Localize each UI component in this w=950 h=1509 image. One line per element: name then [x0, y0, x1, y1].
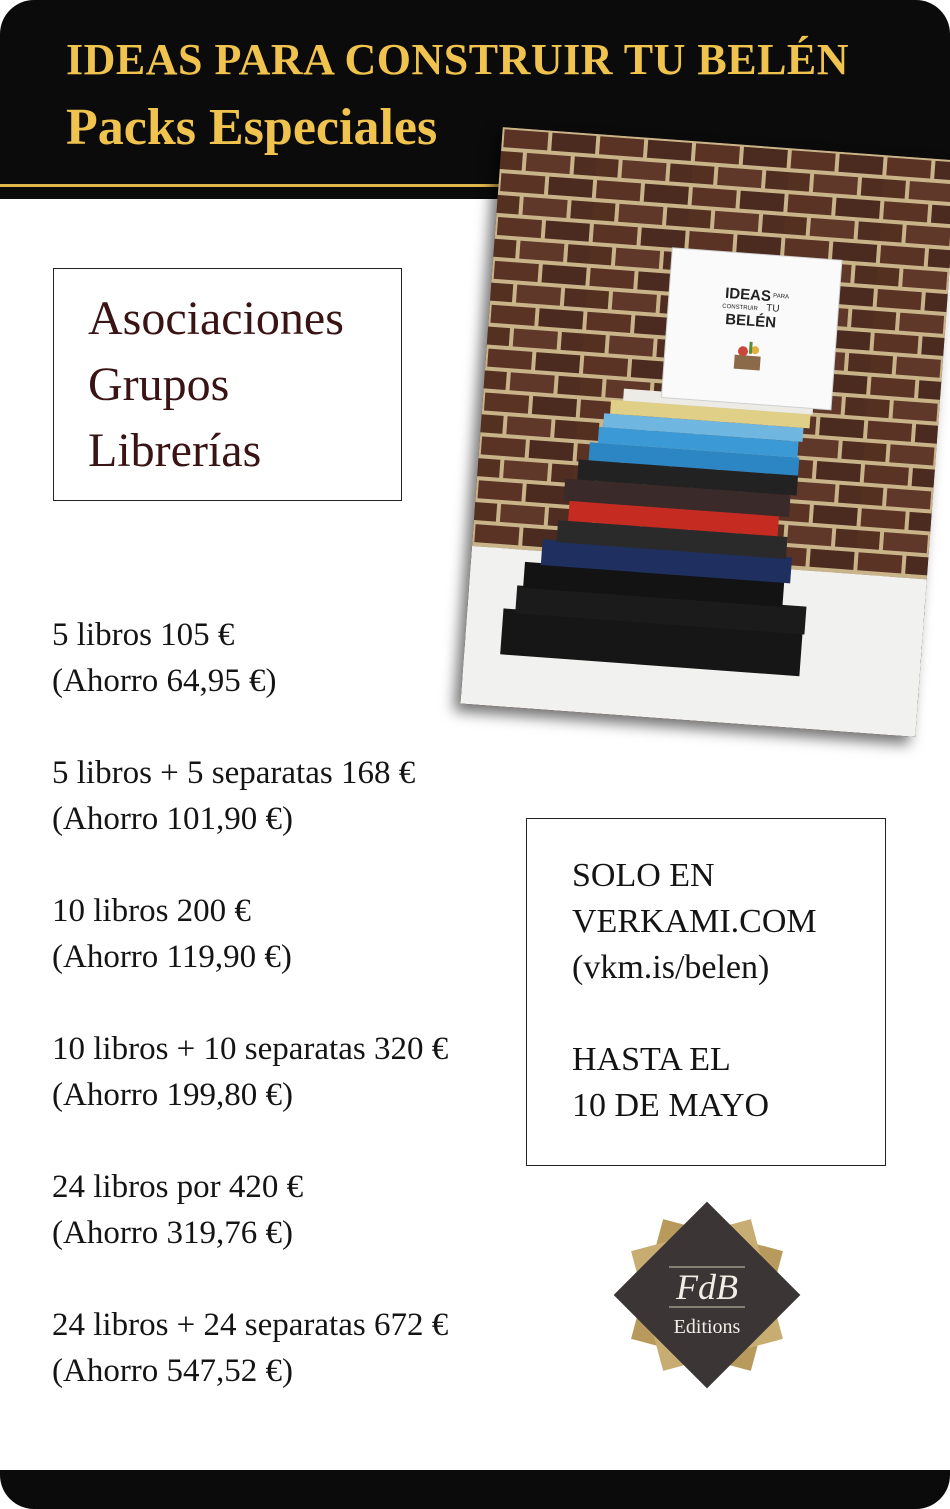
pack-offer: 5 libros + 5 separatas 168 € — [52, 755, 416, 791]
pack-item — [52, 1026, 522, 1164]
pack-savings: (Ahorro 64,95 €) — [52, 663, 277, 699]
cover-title-tu: TU — [765, 302, 780, 315]
pack-savings: (Ahorro 319,76 €) — [52, 1215, 294, 1251]
cover-title-ideas: IDEAS — [724, 284, 772, 306]
main-title: IDEAS PARA CONSTRUIR TU BELÉN — [66, 35, 850, 84]
pack-item — [52, 612, 522, 750]
promo-deadline: 10 DE MAYO — [572, 1087, 770, 1124]
audience-box — [53, 268, 402, 501]
fdb-editions-logo — [612, 1200, 802, 1390]
packs-list — [52, 612, 522, 1440]
pack-savings: (Ahorro 119,90 €) — [52, 939, 292, 975]
pack-offer: 10 libros + 10 separatas 320 € — [52, 1031, 449, 1067]
pack-item — [52, 888, 522, 1026]
audience-bookstores: Librerías — [88, 424, 262, 477]
pack-savings: (Ahorro 547,52 €) — [52, 1353, 294, 1389]
subtitle: Packs Especiales — [66, 99, 438, 156]
audience-associations: Asociaciones — [88, 292, 344, 345]
pack-item — [52, 1302, 522, 1440]
pack-item — [52, 750, 522, 888]
logo-name: Editions — [673, 1316, 741, 1338]
pack-offer: 5 libros 105 € — [52, 617, 235, 653]
cover-title-construir: CONSTRUIR — [721, 303, 759, 313]
pack-savings: (Ahorro 101,90 €) — [52, 801, 294, 837]
promo-short-link: (vkm.is/belen) — [572, 949, 770, 986]
promo-site: VERKAMI.COM — [572, 903, 817, 940]
audience-groups: Grupos — [88, 358, 230, 411]
pack-offer: 24 libros por 420 € — [52, 1169, 304, 1205]
promo-solo-en: SOLO EN — [572, 857, 715, 894]
pack-item — [52, 1164, 522, 1302]
promo-hasta-el: HASTA EL — [572, 1041, 731, 1078]
book-stack-photo — [460, 127, 950, 737]
pack-offer: 24 libros + 24 separatas 672 € — [52, 1307, 449, 1343]
pack-offer: 10 libros 200 € — [52, 893, 251, 929]
book-stack-illustration — [460, 127, 950, 737]
promo-box — [526, 818, 886, 1166]
footer-bar — [0, 1470, 950, 1509]
logo-mark: FdB — [676, 1267, 738, 1307]
cover-title-para: PARA — [772, 293, 790, 301]
cover-title-belen: BELÉN — [724, 310, 777, 332]
pack-savings: (Ahorro 199,80 €) — [52, 1077, 294, 1113]
